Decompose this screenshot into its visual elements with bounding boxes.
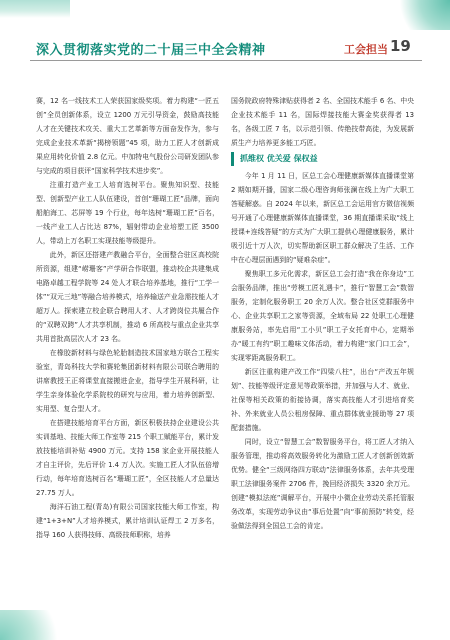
page-header xyxy=(0,36,450,64)
paragraph: 海洋石油工程(青岛)有限公司国家技能大师工作室，构建“1+3+N”人才培养模式，累计培训认证焊工 2 万多名，指导 160 人获得技师、高级技师职称，培养 xyxy=(36,503,219,539)
header-title: 深入贯彻落实党的二十届三中全会精神 xyxy=(36,43,266,58)
paragraph: 国务院政府特殊津贴获得者 2 名、全国技术能手 6 名、中央企业技术能手 11 名，国际焊接技能大赛金奖获得者 13 名，各级工匠 7 名，以示范引领、传绝技带高徒，为发展新质生产力培养更多能工巧匠。 xyxy=(231,97,414,147)
paragraph: 此外，新区还搭建产教融合平台，全面整合驻区高校院所资源，组建“崂珊客”产学研合作联盟，推动校企共建集成电路卓越工程学院等 24 处人才联合培养基地，推行“工学一体”“双元三地”等融合培养模式，培养输送产业急需技能人才超万人。探索建立校企联合聘用人才、人才跨岗位共履合作的“双聘双跨”人才共享机制，推动 6 所高校与重点企业共享共用首批高层次人才 23 名。 xyxy=(36,251,219,343)
corner-decoration-top-right xyxy=(390,0,450,30)
paragraph: 今年 1 月 11 日，区总工会心理健康新媒体直播课堂第 2 期如期开播，国家二级心理咨询师张澜在线上为广大职工答疑解惑。自 2024 年以来，新区总工会运用官方微信视频号开通了心理健康新媒体直播课堂，36 期直播课采取“线上授课+连线答疑”的方式为广大职工提供心理健康服务，累计吸引近十万人次，切实帮助新区职工群众解决了生活、工作中在心理层面遇到的“疑难杂症”。 xyxy=(231,172,414,264)
paragraph: 在橡胶新材料与绿色轮胎制造技术国家地方联合工程实验室，青岛科技大学和赛轮集团新材料有限公司联合聘用的讲席教授王正将课堂直接搬进企业，指导学生开展科研，让学生亲身体验化学系院校的研究与应用，着力培养创新型、实用型、复合型人才。 xyxy=(36,349,219,413)
right-column xyxy=(231,94,414,533)
paragraph: 聚焦职工多元化需求，新区总工会打造“我在你身边”工会服务品牌，推出“劳模工匠礼遇卡”，推行“智慧工会”数智服务，定制化服务职工 20 余万人次。整合社区党群服务中心、企业共享职工之家等资源，全域布局 22 处职工心理健康服务站，率先启用“工小贝”职工子女托育中心，定期举办“暖工有约”职工趣味文体活动，着力构建“家门口工会”，实现零距离服务职工。 xyxy=(231,270,414,362)
header-section-label: 工会担当 xyxy=(344,43,388,56)
paragraph: 在搭建技能培育平台方面，新区积极扶持企业建设公共实训基地、技能大师工作室等 215 个职工赋能平台，累计发放技能培训补贴 4900 万元。支持 158 家企业开展技能人才自主评价，先后评价 1.4 万人次。实施工匠人才队伍倍增行动，每年培育选树百名“珊瑚工匠”，全区技能人才总量达 27.75 万人。 xyxy=(36,419,219,497)
corner-decoration-top-left xyxy=(0,0,70,18)
paragraph: 赛，12 名一线技术工人荣获国家级奖项。着力构建“一匠五创”全员创新体系，设立 1200 万元引导资金，鼓励高技能人才在关键技术攻关、重大工艺革新等方面奋发作为，参与完成企业技术革新“揭榜领题”45 项，助力工匠人才创新成果应用转化价值 2.8 亿元。中加特电气股份公司研发团队参与完成的项目获评“国家科学技术进步奖”。 xyxy=(36,97,219,175)
section-heading: 抓维权 优关爱 保权益 xyxy=(231,152,414,166)
page-number: 19 xyxy=(390,37,411,55)
paragraph: 同时，设立“智慧工会”数智服务平台，将工匠人才纳入服务管理，推动将高效服务转化为激励工匠人才创新创效新优势。健全“三级网络四方联动”法律服务体系，去年共受理职工法律服务案件 2706 件，挽回经济损失 3320 余万元。创建“模拟法庭”调解平台，开展中小微企业劳动关系托管服务改革，实现劳动争议由“事后处置”向“事前预防”转变，经验做法得到全国总工会的肯定。 xyxy=(231,438,414,530)
paragraph: 新区注重构建产改工作“四梁八柱”，出台“产改五年规划”、技能等级评定意见等政策举措，并加强与人才、就业、社保等相关政策的衔接协调，落实高技能人才引进培育奖补、外来就业人员公租房保障、重点群体就业援助等 27 项配套措施。 xyxy=(231,368,414,432)
left-column xyxy=(36,94,219,542)
header-divider xyxy=(30,60,422,61)
corner-decoration-bottom-left xyxy=(0,610,70,640)
paragraph: 注重打造产业工人培育选树平台。聚焦知识型、技能型、创新型产业工人队伍建设，首创“珊瑚工匠”品牌，面向船舶海工、芯屏等 19 个行业，每年选树“珊瑚工匠”百名，一线产业工人占比达 87%，辐射带动企业培塑工匠 3500 人，带动上万名职工实现技能等级提升。 xyxy=(36,181,219,245)
